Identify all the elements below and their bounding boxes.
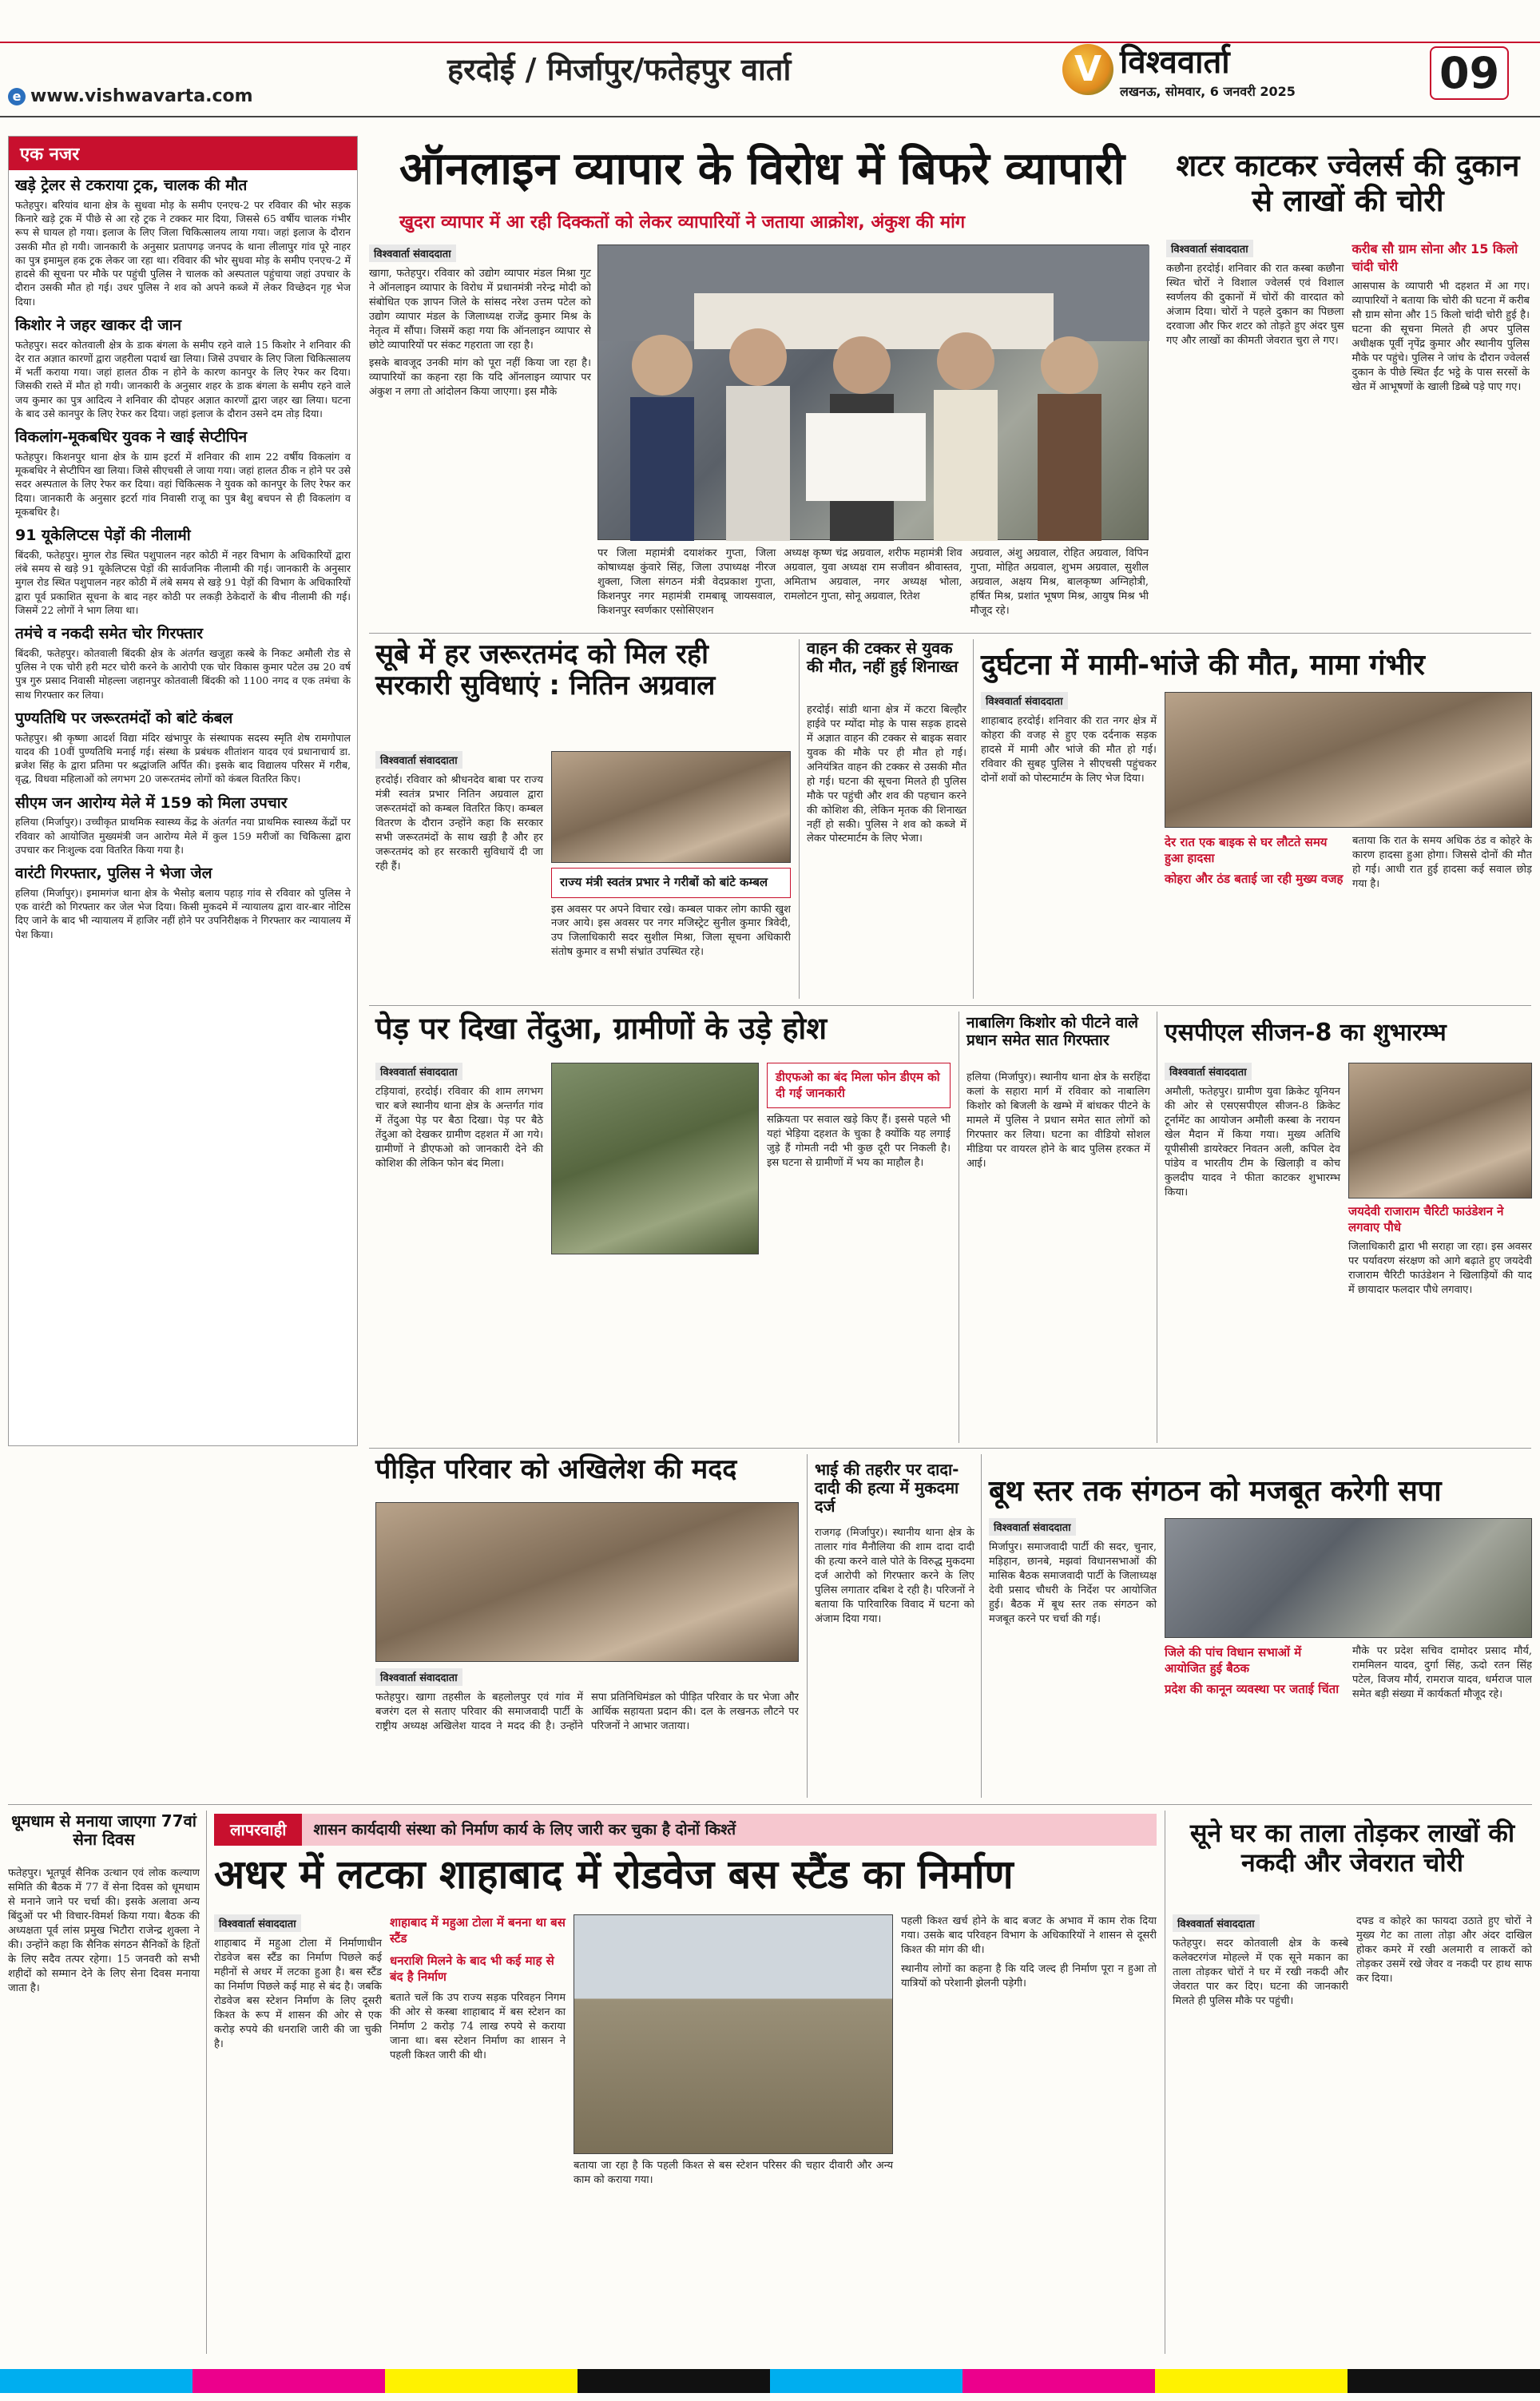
article8-photo bbox=[375, 1502, 799, 1662]
globe-icon: e bbox=[8, 88, 26, 105]
main1-body1: खागा, फतेहपुर। रविवार को उद्योग व्यापार मंडल मिश्रा गुट ने ऑनलाइन व्यापार के विरोध में प्रधानमंत्री नरेन्द्र मोदी को संबोधित एक ज्ञापन जिले के सांसद नरेश उत्तम पटेल को उद्योग व्यापार मंडल के जिलाध्यक्ष राजेंद्र कुमार मिश्र के नेतृत्व में सौंपा। जिसमें कहा गया कि ऑनलाइन व्यापार से छोटे व्यापारियों पर संकट गहराता जा रहा है। bbox=[369, 268, 591, 352]
left-item-body: फतेहपुर। बरियांव थाना क्षेत्र के सुधवा मोड़ के समीप एनएच-2 पर रविवार की भोर सड़क किनारे खड़े ट्रक में पीछे से आ रहे ट्रक ने टक्कर मार दिया, जिससे 65 वर्षीय चालक गंभीर रूप से घायल हो गया। इलाज के लिए जिला चिकित्सालय लाया गया। जहां इलाज के दौरान उसकी मौत हो गयी। जानकारी के अनुसार प्रतापगढ़ जनपद के थाना लीलापुर गांव पूरे नाहर का पुत्र इमामुल हक ट्रक लेकर जा रहा था। रविवार की भोर सुधवा मोड़ के समीप एनएच-2 में हादसे की सूचना पर मौके पर पहुंची पुलिस ने चालक को अस्पताल पहुंचाया जहां उपचार के दौरान उसकी मौत हो गई। उधर पुलिस ने शव को अपने कब्जे में लेकर विच्छेदन गृह भेज दिया। bbox=[15, 198, 351, 308]
article10-body bbox=[989, 1518, 1532, 1798]
main1-body5: अग्रवाल, अंशु अग्रवाल, रोहित अग्रवाल, विपिन गुप्ता, मोहित अग्रवाल, शुभम अग्रवाल, सुशील अग्रवाल, अक्षय मिश्र, बालकृष्ण अग्निहोत्री, हर्षित मिश्र, प्रशांत भूषण मिश्र, आयुष मिश्र भी मौजूद रहे। bbox=[970, 547, 1149, 617]
article2-body1: हरदोई। रविवार को श्रीधनदेव बाबा पर राज्य मंत्री स्वतंत्र प्रभार नितिन अग्रवाल द्वारा जरूरतमंदों को कम्बल वितरित किए। कम्बल वितरण के दौरान उन्होंने कहा कि सरकार सभी जरूरतमंदों के साथ खड़ी है और हर जरूरतमंद को हर सरकारी सुविधायें दी जा रही हैं। bbox=[375, 774, 543, 873]
bottom-right-body bbox=[1173, 1914, 1532, 2350]
yellow-swatch bbox=[1155, 2369, 1348, 2393]
article7-body1: अमौली, फतेहपुर। ग्रामीण युवा क्रिकेट यूनियन की ओर से एसएसपीएल सीजन-8 क्रिकेट टूर्नामेंट का आयोजन अमौली कस्बा के नरायन खेल मैदान में किया गया। मुख्य अतिथि यूपीसीसी डायरेक्टर निवतन अली, कपिल देव पांडेय व भारतीय टीम के खिलाड़ी व कोच कुलदीप यादव ने फीता काटकर शुभारम्भ किया। bbox=[1165, 1086, 1340, 1199]
left-item bbox=[15, 316, 351, 420]
article5-photo bbox=[551, 1063, 759, 1254]
ek-nazar-label: एक नजर bbox=[9, 137, 357, 170]
divider bbox=[206, 1811, 207, 2354]
article8-body bbox=[375, 1668, 799, 1796]
article9-body: राजगढ़ (मिर्जापुर)। स्थानीय थाना क्षेत्र के तालार गांव मैनौलिया की शाम दादा दादी की हत्या करने वाले पोते के विरुद्ध मुकदमा दर्ज आरोपी को गिरफ्तार करने के लिए पुलिस लगातार दबिश दे रही है। परिजनों ने बताया कि पारिवारिक विवाद में घटना को अंजाम दिया गया। bbox=[815, 1527, 974, 1625]
left-item-headline: सीएम जन आरोग्य मेले में 159 को मिला उपचार bbox=[15, 793, 288, 812]
left-item-body: हलिया (मिर्जापुर)। उच्चीकृत प्राथमिक स्वास्थ्य केंद्र के अंतर्गत नया प्राथमिक स्वास्थ्य केंद्रों पर रविवार को आयोजित मुख्यमंत्री जन आरोग्य मेले में कुल 159 मरीजों का चिकित्सा द्वारा उपचार कर निःशुल्क दवा वितरित किया गया है। bbox=[15, 816, 351, 856]
article5-headline: पेड़ पर दिखा तेंदुआ, ग्रामीणों के उड़े होश bbox=[375, 1011, 828, 1046]
left-item bbox=[15, 177, 351, 308]
header-rule-top bbox=[0, 42, 1540, 43]
article4-caption2: कोहरा और ठंड बताई जा रही मुख्य वजह bbox=[1165, 872, 1344, 886]
left-item bbox=[15, 428, 351, 519]
dateline: लखनऊ, सोमवार, 6 जनवरी 2025 bbox=[1120, 84, 1296, 99]
bottom-body3: पहली किश्त खर्च होने के बाद बजट के अभाव में काम रोक दिया गया। उसके बाद परिवहन विभाग के अधिकारियों ने शासन से दूसरी किश्त की मांग की थी। bbox=[901, 1915, 1157, 1956]
main1-headline: ऑनलाइन व्यापार के विरोध में बिफरे व्यापारी bbox=[399, 143, 1125, 195]
divider bbox=[973, 639, 974, 999]
bottom-right-headline: सूने घर का ताला तोड़कर लाखों की नकदी और जेवरात चोरी bbox=[1189, 1818, 1515, 1878]
article10-body1: मिर्जापुर। समाजवादी पार्टी की सदर, चुनार, मड़िहान, छानबे, मझवां विधानसभाओं की मासिक बैठक समाजवादी पार्टी के जिलाध्यक्ष देवी प्रसाद चौधरी के निर्देश पर आयोजित हुई। बैठक में बूथ स्तर तक संगठन को मजबूत करने पर चर्चा की गई। bbox=[989, 1541, 1157, 1625]
right1-kicker: करीब सौ ग्राम सोना और 15 किलो चांदी चोरी bbox=[1351, 241, 1518, 274]
article2-headline: सूबे में हर जरूरतमंद को मिल रही सरकारी सुविधाएं : नितिन अग्रवाल bbox=[375, 638, 716, 702]
article4-photo bbox=[1165, 692, 1532, 828]
main1-photo bbox=[597, 244, 1149, 540]
bottom-right-body1: फतेहपुर। सदर कोतवाली क्षेत्र के कस्बे कलेक्टरगंज मोहल्ले में एक सूने मकान का ताला तोड़कर चोरों ने घर में रखी नकदी और जेवरात पार कर दिए। घटना की जानकारी मिलते ही पुलिस मौके पर पहुंची। bbox=[1173, 1938, 1348, 2007]
main1-body2: इसके बावजूद उनकी मांग को पूरा नहीं किया जा रहा है। व्यापारियों का कहना रहा कि यदि ऑनलाइन व्यापार पर अंकुश न लगा तो आंदोलन किया जाएगा। इस मौके bbox=[369, 356, 591, 398]
divider bbox=[369, 1448, 1531, 1449]
article8-headline: पीड़ित परिवार को अखिलेश की मदद bbox=[375, 1453, 737, 1485]
article7-body bbox=[1165, 1063, 1532, 1438]
bottom-left-body: फतेहपुर। भूतपूर्व सैनिक उत्थान एवं लोक कल्याण समिति की बैठक में 77 वें सेना दिवस को धूमधाम से मनाने जाने पर चर्चा की। इसके अलावा अन्य बिंदुओं पर भी विचार-विमर्श किया गया। बैठक की अध्यक्षता पूर्व लांस प्रमुख भिटौरा राजेन्द्र शुक्ला ने की। उन्होंने कहा कि सैनिक संगठन सैनिकों के हितों के लिए सदैव तत्पर रहेगा। 15 जनवरी को सभी शहीदों को सम्मान देने के लिए सेना दिवस मनाया जाता है। bbox=[8, 1867, 200, 1994]
article2-body bbox=[375, 751, 791, 999]
right1-body bbox=[1166, 240, 1530, 623]
left-item-headline: पुण्यतिथि पर जरूरतमंदों को बांटे कंबल bbox=[15, 709, 233, 727]
url-block bbox=[8, 86, 253, 106]
header-rule-bottom bbox=[0, 116, 1540, 117]
article7-headline: एसपीएल सीजन-8 का शुभारम्भ bbox=[1165, 1019, 1447, 1047]
article6-headline: नाबालिग किशोर को पीटने वाले प्रधान समेत सात गिरफ्तार bbox=[966, 1014, 1139, 1049]
bottom-photo bbox=[574, 1914, 893, 2154]
right1-headline: शटर काटकर ज्वेलर्स की दुकान से लाखों की चोरी bbox=[1176, 148, 1520, 218]
cyan-swatch bbox=[770, 2369, 963, 2393]
left-item-headline: किशोर ने जहर खाकर दी जान bbox=[15, 316, 182, 334]
left-item-body: बिंदकी, फतेहपुर। मुगल रोड स्थित पशुपालन नहर कोठी में नहर विभाग के अधिकारियों द्वारा लंबे समय से खड़े 91 यूकेलिप्टस पेड़ों की सार्वजनिक नीलामी की गई। जानकारी के अनुसार मुगल रोड स्थित पशुपालन नहर कोठी में लंबे समय से खड़े 91 पेड़ों की विभाग के अधिकारियों द्वारा पूर्व प्रकाशित सूचना के बाद नहर कोठी पर लकड़ी ठेकेदारों के बीच नीलामी की गई। जिसमें 22 लोगों ने भाग लिया था। bbox=[15, 548, 351, 616]
site-url[interactable]: www.vishwavarta.com bbox=[30, 86, 253, 106]
left-item-body: फतेहपुर। श्री कृष्णा आदर्श विद्या मंदिर खंभापुर के संस्थापक सदस्य स्मृति शेष रामगोपाल यादव की 10वीं पुण्यतिथि मनाई गई। संस्था के प्रबंधक शीतांशन यादव एवं प्रधानाचार्य डा. ब्रजेश सिंह के द्वारा प्रतिमा पर श्रद्धांजलि अर्पित की। इसके बाद विद्यालय परिसर में गरीब, वृद्ध, विधवा महिलाओं को लगभग 20 जरूरतमंद लोगों को कंबल वितरित किए। bbox=[15, 731, 351, 785]
left-item-headline: तमंचे व नकदी समेत चोर गिरफ्तार bbox=[15, 625, 203, 642]
article10-caption2: प्रदेश की कानून व्यवस्था पर जताई चिंता bbox=[1165, 1682, 1340, 1696]
bottom-body1: शाहाबाद में महुआ टोला में निर्माणाधीन रोडवेज बस स्टैंड का निर्माण पिछले कई महीनों से अधर में लटका हुआ है। बस स्टैंड का निर्माण पिछले कई माह से बंद है। जबकि रोडवेज बस स्टेशन निर्माण के लिए दूसरी किश्त के रूप में शासन की ओर से एक करोड़ रुपये की धनराशि जारी की जा चुकी है। bbox=[214, 1938, 382, 2050]
article4-caption1: देर रात एक बाइक से घर लौटते समय हुआ हादसा bbox=[1165, 835, 1328, 865]
article7-caption: जयदेवी राजाराम चैरिटी फाउंडेशन ने लगवाए पौधे bbox=[1348, 1204, 1504, 1234]
magenta-swatch bbox=[963, 2369, 1155, 2393]
left-item bbox=[15, 625, 351, 702]
bottom-byline: विश्ववार्ता संवाददाता bbox=[214, 1914, 301, 1932]
divider bbox=[369, 633, 1531, 634]
magenta-swatch bbox=[192, 2369, 385, 2393]
main1-body-left bbox=[369, 244, 591, 540]
article10-photo bbox=[1165, 1518, 1532, 1638]
left-item bbox=[15, 865, 351, 941]
brand-name: विश्ववार्ता bbox=[1120, 44, 1230, 81]
page-header bbox=[0, 0, 1540, 120]
black-swatch bbox=[1348, 2369, 1540, 2393]
article5-byline: विश्ववार्ता संवाददाता bbox=[375, 1063, 462, 1080]
brand-logo: V bbox=[1062, 44, 1113, 95]
right1-byline: विश्ववार्ता संवाददाता bbox=[1166, 240, 1253, 257]
main1-body3: पर जिला महामंत्री दयाशंकर गुप्ता, जिला कोषाध्यक्ष कुंवारे सिंह, जिला उपाध्यक्ष नीरज शुक्ला, जिला संगठन मंत्री वेदप्रकाश गुप्ता, किशनपुर नगर महामंत्री रामबाबू जायसवाल, किशनपुर स्वर्णकार एसोसिएशन bbox=[597, 547, 776, 617]
left-item-headline: 91 यूकेलिप्टस पेड़ों की नीलामी bbox=[15, 527, 191, 544]
article7-byline: विश्ववार्ता संवाददाता bbox=[1165, 1063, 1252, 1080]
article7-body2: जिलाधिकारी द्वारा भी सराहा जा रहा। इस अवसर पर पर्यावरण संरक्षण को आगे बढ़ाते हुए जयदेवी राजाराम चैरिटी फाउंडेशन ने खिलाड़ियों की याद में छायादार फलदार पौधे लगवाए। bbox=[1348, 1241, 1532, 1296]
article2-byline: विश्ववार्ता संवाददाता bbox=[375, 751, 462, 769]
divider bbox=[8, 1804, 1532, 1805]
bottom-right-body2: दफ्ड व कोहरे का फायदा उठाते हुए चोरों ने मुख्य गेट का ताला तोड़ा और अंदर दाखिल होकर कमरे में रखी अलमारी व लाकरों को तोड़कर उसमें रखे जेवर व नकदी पर हाथ साफ कर दिया। bbox=[1356, 1915, 1532, 1985]
left-item-headline: वारंटी गिरफ्तार, पुलिस ने भेजा जेल bbox=[15, 865, 212, 882]
bottom-kicker2: धनराशि मिलने के बाद भी कई माह से बंद है निर्माण bbox=[390, 1954, 554, 1984]
bottom-headline: अधर में लटका शाहाबाद में रोडवेज बस स्टैंड का निर्माण bbox=[214, 1851, 1014, 1898]
left-item-headline: विकलांग-मूकबधिर युवक ने खाई सेप्टीपिन bbox=[15, 428, 248, 446]
divider bbox=[981, 1454, 982, 1798]
article3-body: हरदोई। सांडी थाना क्षेत्र में कटरा बिल्हौर हाईवे पर म्योंदा मोड़ के पास सड़क हादसे में अज्ञात वाहन की टक्कर से बाइक सवार युवक की मौके पर ही मौत हो गई। अनियंत्रित वाहन की टक्कर से उसकी मौत हो गई। घटना की सूचना मिलते ही पुलिस मौके पर पहुंची और शव की पहचान करने की कोशिश की, लेकिन मृतक की शिनाख्त नहीं हो सकी। पुलिस ने शव को कब्जे में लेकर पोस्टमार्टम के लिए भेजा। bbox=[807, 704, 966, 845]
article4-body1: शाहाबाद हरदोई। शनिवार की रात नगर क्षेत्र में कोहरा की वजह से हुए एक दर्दनाक सड़क हादसे में मामी और भांजे की मौत हो गई। रविवार की सुबह पुलिस ने सीएचसी पहुंचकर दोनों शवों को पोस्टमार्टम के लिए भेज दिया। bbox=[981, 715, 1157, 785]
left-item-body: बिंदकी, फतेहपुर। कोतवाली बिंदकी क्षेत्र के अंतर्गत खजुहा कस्बे के निकट अमौली रोड से पुलिस ने एक चोरी हरी मटर चोरी करने के आरोपी एक चोर विकास कुमार पटेल उम्र 20 वर्ष पुत्र गुरु प्रसाद निवासी मोहल्ला जहानपुर कोतवाली बिंदकी को 1100 नगद व एक तमंचा के साथ गिरफ्तार कर लिया। bbox=[15, 646, 351, 701]
bottom-right-byline: विश्ववार्ता संवाददाता bbox=[1173, 1914, 1260, 1932]
main1-body-row bbox=[597, 547, 1149, 626]
article2-caption: राज्य मंत्री स्वतंत्र प्रभार ने गरीबों को बांटे कम्बल bbox=[551, 868, 791, 898]
bottom-caption: बताया जा रहा है कि पहली किश्त से बस स्टेशन परिसर की चहार दीवारी और अन्य काम को कराया गया। bbox=[574, 2160, 893, 2186]
right1-body2: आसपास के व्यापारी भी दहशत में आ गए। व्यापारियों ने बताया कि चोरी की घटना में करीब सौ ग्राम सोना और 15 किलो चांदी चोरी हुई है। घटना की सूचना मिलते ही अपर पुलिस अधीक्षक पूर्वी नृपेंद्र कुमार और स्थानीय पुलिस मौके पर पहुंचे। पुलिस ने जांच के दौरान ज्वेलर्स दुकान के पीछे स्थित ईंट भट्ठे के पास सरसों के खेत में आभूषणों के खाली डिब्बे पड़े पाए गए। bbox=[1351, 280, 1530, 393]
article2-photo bbox=[551, 751, 791, 863]
bottom-body bbox=[214, 1914, 1157, 2350]
divider bbox=[807, 1454, 808, 1798]
bottom-body2: बताते चलें कि उप राज्य सड़क परिवहन निगम की ओर से कस्बा शाहाबाद में बस स्टेशन का निर्माण 2 करोड़ 74 लाख रुपये से कराया जाना था। बस स्टेशन निर्माण का शासन ने पहली किश्त जारी की थी। bbox=[390, 1992, 566, 2061]
article8-byline: विश्ववार्ता संवाददाता bbox=[375, 1668, 462, 1686]
ek-nazar-column bbox=[8, 136, 358, 1446]
page-number: 09 bbox=[1430, 46, 1509, 100]
left-item bbox=[15, 710, 351, 786]
left-item-body: फतेहपुर। सदर कोतवाली क्षेत्र के डाक बंगला के समीप रहने वाले 15 किशोर ने शनिवार की देर रात अज्ञात कारणों द्वारा जहरीला पदार्थ खा लिया। जिसे उपचार के लिए जिला चिकित्सालय में भर्ती कराया गया। जहां हालत ठीक न होने के कारण कानपुर के लिए रेफर कर दिया। जिसकी रास्ते में मौत हो गयी। जानकारी के अनुसार शहर के डाक बंगला के समीप रहने वाले जय कुमार का पुत्र आदित्य ने शनिवार की दोपहर अज्ञात कारणों द्वारा जहर खा लिया। घटना के बाद उसे कानपुर के लिए रेफर कर दिया। जहां इलाज के दौरान उसने दम तोड़ दिया। bbox=[15, 338, 351, 419]
article10-caption1: जिले की पांच विधान सभाओं में आयोजित हुई बैठक bbox=[1165, 1645, 1302, 1676]
left-item-body: हलिया (मिर्जापुर)। इमामगंज थाना क्षेत्र के भैसोड़ बलाय पहाड़ गांव से रविवार को पुलिस ने एक वारंटी को गिरफ्तार कर जेल भेज दिया। किसी मुकदमे में न्यायालय द्वारा वार-बार नोटिस दिए जाने के बाद भी न्यायालय में हाजिर नहीं होने पर उपनिरीक्षक ने गिरफ्तार कर न्यायालय में पेश किया। bbox=[15, 886, 351, 940]
left-item bbox=[15, 527, 351, 617]
yellow-swatch bbox=[385, 2369, 578, 2393]
article2-body2: इस अवसर पर अपने विचार रखे। कम्बल पाकर लोग काफी खुश नजर आये। इस अवसर पर नगर मजिस्ट्रेट सुनील कुमार त्रिवेदी, उप जिलाधिकारी सदर सुशील मिश्रा, जिला सूचना अधिकारी संतोष कुमार व सभी संभ्रांत उपस्थित रहे। bbox=[551, 903, 791, 959]
left-item-headline: खड़े ट्रेलर से टकराया ट्रक, चालक की मौत bbox=[15, 177, 248, 194]
main1-photo-art bbox=[598, 245, 1149, 541]
article10-body2: मौके पर प्रदेश सचिव दामोदर प्रसाद मौर्य, राममिलन यादव, दुर्गा सिंह, ऊदो रतन सिंह पटेल, विजय मौर्य, रामराज यादव, धर्मराज पाल समेत बड़ी संख्या में कार्यकर्ता मौजूद रहे। bbox=[1352, 1645, 1532, 1700]
article4-body2: बताया कि रात के समय अधिक ठंड व कोहरे के कारण हादसा हुआ होगा। जिससे दोनों की मौत हो गई। आधी रात हुई हादसा कई सवाल छोड़ गया है। bbox=[1352, 835, 1532, 890]
strip-label: लापरवाही bbox=[214, 1814, 302, 1846]
article10-byline: विश्ववार्ता संवाददाता bbox=[989, 1518, 1076, 1536]
article5-body1: टड़ियावां, हरदोई। रविवार की शाम लगभग चार बजे स्थानीय थाना क्षेत्र के अन्तर्गत गांव में तेंदुआ पेड़ पर बैठा दिखा। पेड़ पर बैठे तेंदुआ को देखकर ग्रामीण दहशत में आ गये। ग्रामीणों ने डीएफओ को जानकारी देने की कोशिश की लेकिन फोन बंद मिला। bbox=[375, 1086, 543, 1170]
divider bbox=[799, 639, 800, 999]
article5-kicker: डीएफओ का बंद मिला फोन डीएम को दी गई जानकारी bbox=[767, 1063, 951, 1108]
article6-body: हलिया (मिर्जापुर)। स्थानीय थाना क्षेत्र के सरहिंदा कलां के सहारा मार्ग में रविवार को नाबालिग किशोर को बिजली के खम्भे में बांधकर पीटने के मामले में पुलिस ने प्रधान समेत सात लोगों को गिरफ्तार कर लिया। घटना का वीडियो सोशल मीडिया पर वायरल होने के बाद पुलिस हरकत में आई। bbox=[966, 1071, 1150, 1170]
article8-body-text: फतेहपुर। खागा तहसील के बहलोलपुर एवं गांव में बजरंग दल से सताए परिवार की समाजवादी पार्टी के राष्ट्रीय अध्यक्ष अखिलेश यादव ने मदद की है। उन्होंने सपा प्रतिनिधिमंडल को पीड़ित परिवार के घर भेजा और आर्थिक सहायता प्रदान की। दल के लखनऊ लौटने पर परिजनों ने आभार जताया। bbox=[375, 1691, 799, 1732]
color-bar bbox=[0, 2369, 1540, 2393]
left-item-body: फतेहपुर। किशनपुर थाना क्षेत्र के ग्राम इटर्रा में शनिवार की शाम 22 वर्षीय विकलांग व मूकबधिर ने सेप्टीपिन खा लिया। जिसे सीएचसी ले जाया गया। जहां हालत ठीक न होने पर उसे सदर अस्पताल के लिए रेफर कर दिया। वहां चिकित्सक ने युवक को कानपुर के लिए रेफर कर दिया। जानकारी के अनुसार इटर्रा गांव निवासी राजू का पुत्र बैशु बचपन से ही विकलांग व मूकबधिर है। bbox=[15, 450, 351, 518]
article7-photo bbox=[1348, 1063, 1532, 1199]
section-title: हरदोई / मिर्जापुर/फतेहपुर वार्ता bbox=[447, 52, 792, 87]
article3-headline: वाहन की टक्कर से युवक की मौत, नहीं हुई शिनाख्त bbox=[807, 638, 959, 676]
main1-subhead: खुदरा व्यापार में आ रही दिक्कतों को लेकर व्यापारियों ने जताया आक्रोश, अंकुश की मांग bbox=[399, 213, 966, 233]
cyan-swatch bbox=[0, 2369, 192, 2393]
bottom-kicker1: शाहाबाद में महुआ टोला में बनना था बस स्टैंड bbox=[390, 1915, 566, 1946]
laparwahi-strip bbox=[214, 1814, 1157, 1846]
left-item bbox=[15, 794, 351, 857]
strip-text: शासन कार्यदायी संस्था को निर्माण कार्य के लिए जारी कर चुका है दोनों किश्तें bbox=[302, 1814, 1157, 1846]
article5-body bbox=[375, 1063, 951, 1438]
article4-byline: विश्ववार्ता संवाददाता bbox=[981, 692, 1068, 710]
article4-headline: दुर्घटना में मामी-भांजे की मौत, मामा गंभीर bbox=[981, 649, 1425, 682]
divider bbox=[369, 1005, 1531, 1006]
black-swatch bbox=[578, 2369, 770, 2393]
right1-body1: कछौना हरदोई। शनिवार की रात कस्बा कछौना स्थित चोरों ने विशाल ज्वेलर्स एवं विशाल स्वर्णलय की दुकानों में चोरों की वारदात को अंजाम दिया। चोरों ने पहले दुकान का पिछला दरवाजा और फिर शटर को तोड़ते हुए अंदर घुस गए और लाखों का कीमती जेवरात चुरा ले गए। bbox=[1166, 263, 1344, 347]
bottom-body4: स्थानीय लोगों का कहना है कि यदि जल्द ही निर्माण पूरा न हुआ तो यात्रियों को परेशानी झेलनी पड़ेगी। bbox=[901, 1962, 1157, 1990]
article5-body2: सक्रियता पर सवाल खड़े किए हैं। इससे पहले भी यहां भेड़िया दहशत के चुका है क्योंकि यह लगाई जुड़े हैं गोमती नदी भी कुछ दूरी पर निकली है। इस घटना से ग्रामीणों में भय का माहौल है। bbox=[767, 1114, 951, 1169]
main1-body4: अध्यक्ष कृष्ण चंद्र अग्रवाल, शरीफ महामंत्री शिव अग्रवाल, युवा अध्यक्ष राम सजीवन श्रीवास्तव, अमिताभ अग्रवाल, नगर अध्यक्ष भोला, रामलोटन गुप्ता, सोनू अग्रवाल, रितेश bbox=[784, 547, 963, 602]
article10-headline: बूथ स्तर तक संगठन को मजबूत करेगी सपा bbox=[989, 1475, 1442, 1508]
brand-block bbox=[1062, 38, 1296, 100]
main1-byline: विश्ववार्ता संवाददाता bbox=[369, 244, 456, 262]
bottom-left-headline: धूमधाम से मनाया जाएगा 77वां सेना दिवस bbox=[11, 1811, 196, 1849]
article4-body bbox=[981, 692, 1532, 999]
article9-headline: भाई की तहरीर पर दादा-दादी की हत्या में मुकदमा दर्ज bbox=[815, 1460, 959, 1516]
